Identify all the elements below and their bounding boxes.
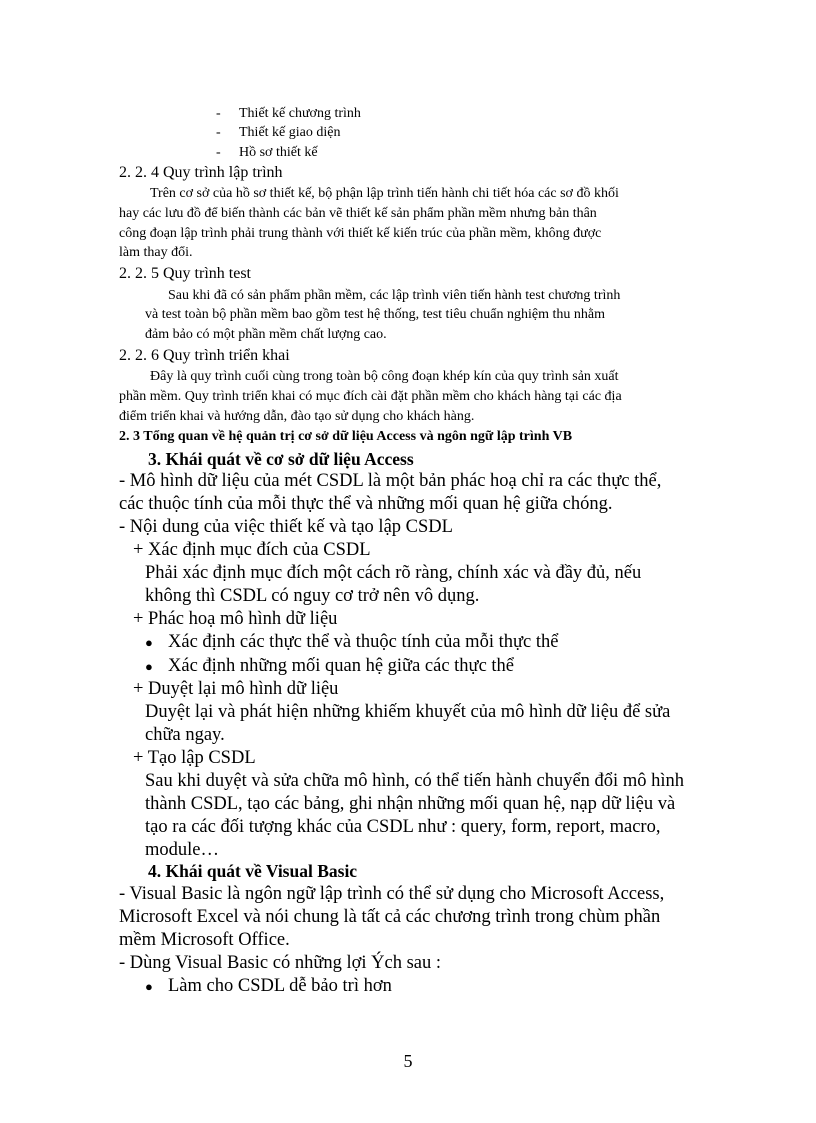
step-label: + Xác định mục đích của CSDL bbox=[133, 540, 371, 560]
paragraph-line: làm thay đổi. bbox=[119, 245, 193, 260]
paragraph-line: - Nội dung của việc thiết kế và tạo lập CSDL bbox=[119, 517, 453, 537]
step-label: + Duyệt lại mô hình dữ liệu bbox=[133, 679, 339, 699]
list-item: Thiết kế chương trình bbox=[239, 106, 361, 121]
bullet-icon: ● bbox=[145, 979, 153, 994]
paragraph-line: thành CSDL, tạo các bảng, ghi nhận những mối quan hệ, nạp dữ liệu và bbox=[145, 794, 676, 814]
paragraph-line: điểm triển khai và hướng dẫn, đào tạo sử dụng cho khách hàng. bbox=[119, 409, 475, 424]
section-heading-2-2-4: 2. 2. 4 Quy trình lập trình bbox=[119, 164, 283, 181]
paragraph-line: Sau khi duyệt và sửa chữa mô hình, có thể tiến hành chuyển đổi mô hình bbox=[145, 771, 684, 791]
bullet-icon: ● bbox=[145, 659, 153, 674]
paragraph-line: mềm Microsoft Office. bbox=[119, 930, 290, 950]
list-dash: - bbox=[216, 106, 221, 121]
paragraph-line: chữa ngay. bbox=[145, 725, 225, 745]
paragraph-line: công đoạn lập trình phải trung thành với thiết kế kiến trúc của phần mềm, không được bbox=[119, 226, 602, 241]
step-label: + Tạo lập CSDL bbox=[133, 748, 256, 768]
paragraph-line: module… bbox=[145, 840, 219, 860]
paragraph-line: đảm bảo có một phần mềm chất lượng cao. bbox=[145, 327, 387, 342]
page-number: 5 bbox=[403, 1051, 413, 1071]
paragraph-line: và test toàn bộ phần mềm bao gồm test hệ thống, test tiêu chuẩn nghiệm thu nhằm bbox=[145, 307, 605, 322]
paragraph-line: Duyệt lại và phát hiện những khiếm khuyết của mô hình dữ liệu để sửa bbox=[145, 702, 671, 722]
paragraph-line: - Visual Basic là ngôn ngữ lập trình có thể sử dụng cho Microsoft Access, bbox=[119, 884, 665, 904]
paragraph-line: tạo ra các đối tượng khác của CSDL như : query, form, report, macro, bbox=[145, 817, 661, 837]
list-dash: - bbox=[216, 145, 221, 160]
paragraph-line: không thì CSDL có nguy cơ trở nên vô dụng. bbox=[145, 586, 480, 606]
list-item: Thiết kế giao diện bbox=[239, 125, 341, 140]
paragraph-line: - Dùng Visual Basic có những lợi Ých sau : bbox=[119, 953, 442, 973]
paragraph-line: phần mềm. Quy trình triển khai có mục đích cài đặt phần mềm cho khách hàng tại các địa bbox=[119, 389, 622, 404]
paragraph-line: Sau khi đã có sản phẩm phần mềm, các lập trình viên tiến hành test chương trình bbox=[168, 288, 621, 303]
list-item: Hồ sơ thiết kế bbox=[239, 145, 318, 160]
section-heading-2-3: 2. 3 Tổng quan về hệ quản trị cơ sở dữ liệu Access và ngôn ngữ lập trình VB bbox=[119, 429, 573, 444]
list-dash: - bbox=[216, 125, 221, 140]
paragraph-line: Phải xác định mục đích một cách rõ ràng, chính xác và đầy đủ, nếu bbox=[145, 563, 642, 583]
step-label: + Phác hoạ mô hình dữ liệu bbox=[133, 609, 338, 629]
bullet-item: Xác định các thực thể và thuộc tính của mỗi thực thể bbox=[168, 632, 559, 652]
paragraph-line: - Mô hình dữ liệu của mét CSDL là một bản phác hoạ chỉ ra các thực thể, bbox=[119, 471, 662, 491]
section-heading-3: 3. Khái quát về cơ sở dữ liệu Access bbox=[148, 449, 414, 469]
bullet-icon: ● bbox=[145, 635, 153, 650]
bullet-item: Xác định những mối quan hệ giữa các thực thể bbox=[168, 656, 515, 676]
section-heading-2-2-6: 2. 2. 6 Quy trình triển khai bbox=[119, 347, 290, 364]
paragraph-line: hay các lưu đồ để biến thành các bản vẽ thiết kế sản phẩm phần mềm nhưng bản thân bbox=[119, 206, 597, 221]
paragraph-line: các thuộc tính của mỗi thực thể và những mối quan hệ giữa chóng. bbox=[119, 494, 613, 514]
paragraph-line: Microsoft Excel và nói chung là tất cả các chương trình trong chùm phần bbox=[119, 907, 661, 927]
bullet-item: Làm cho CSDL dễ bảo trì hơn bbox=[168, 976, 392, 996]
paragraph-line: Đây là quy trình cuối cùng trong toàn bộ công đoạn khép kín của quy trình sản xuất bbox=[150, 369, 619, 384]
section-heading-4: 4. Khái quát về Visual Basic bbox=[148, 861, 358, 881]
section-heading-2-2-5: 2. 2. 5 Quy trình test bbox=[119, 265, 251, 282]
paragraph-line: Trên cơ sở của hồ sơ thiết kế, bộ phận lập trình tiến hành chi tiết hóa các sơ đồ khối bbox=[150, 186, 619, 201]
